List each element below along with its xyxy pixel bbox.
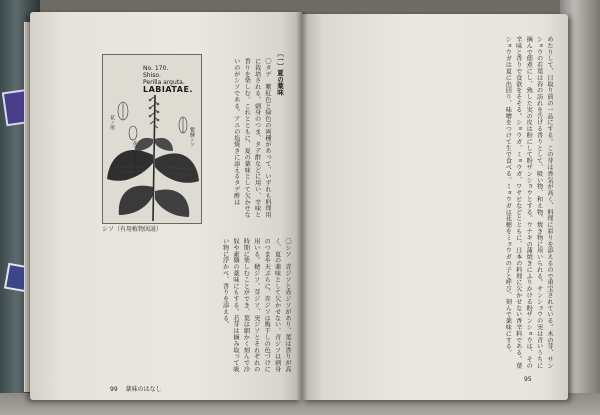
left-page-number: 99 <box>110 386 118 393</box>
right-body-text: めたりして、日取り前の一品にする。この芽は香気が高く、料理に彩りを添えるので重宝されている。木の芽、サンショウの若葉は春の訪れを告げる香りとして、吸い物、和え物、焼き物に用いられる。サンショウの実は青いうちに摘んで佃煮にし、熟した実の皮は粉にして粉ザンショウとする。ウナギの蒲焼きにふりかける粉ザンショウは、その辛味と香りで食欲をそそる。ショウガ、ミョウガ、ワサビなどとともに、日本の料理に欠かせない香辛料である。葉ショウガは夏に出回り、味噌をつけて生で食べる。ミョウガは花穂をミョウガの子と呼び、刻んで薬味にする。 <box>504 36 553 369</box>
right-page <box>302 14 568 400</box>
botanical-illustration <box>102 54 202 224</box>
specimen-number: No. 170. <box>143 65 169 72</box>
right-page-number: 95 <box>524 376 532 383</box>
specimen-latin-name: Perilla arguta. <box>143 79 185 86</box>
left-page <box>30 12 302 400</box>
section-heading: 〔一〕夏の薬味 <box>276 50 284 96</box>
side-label: 花ノ形 <box>109 115 115 130</box>
left-folio <box>110 384 162 393</box>
specimen-label <box>143 65 193 93</box>
specimen-japanese-name: Shiso. <box>143 72 161 79</box>
running-title: 薬味のはなし <box>125 386 162 393</box>
left-lower-text: 〇シソ 青ジソと赤ジソがあり、葉は香りが高く、夏の薬味として欠かせない。青ジソは刺身のつまや天ぷらに、赤ジソは梅干しの色づけに用いる。穂ジソ、芽ジソ、実ジソとそれぞれの時期に楽しむことができ、葉は細かく刻んで冷奴や素麺の薬味にもする。若芽は摘み取って吸い物に浮かべ、香りを添える。 <box>221 238 291 373</box>
side-label: 紫蘇シソ <box>189 127 195 147</box>
specimen-family: LABIATAE. <box>143 85 193 94</box>
side-label: 花ヲ縦ニ割タモノ <box>132 141 137 177</box>
figure-caption: シソ（有用植物図説） <box>102 226 163 233</box>
book-gutter <box>296 12 308 400</box>
left-upper-text: 〇タデ 紫紅色と緑色の両種があって、いずれも料理用に栽培される。刺身のつま、タデ酢などに用い、辛味と香りを楽しむ。これとともに、夏の薬味として欠かせないのがシソである。アユの塩焼きに添えるタデ酢は <box>232 58 271 218</box>
open-book <box>30 6 570 406</box>
